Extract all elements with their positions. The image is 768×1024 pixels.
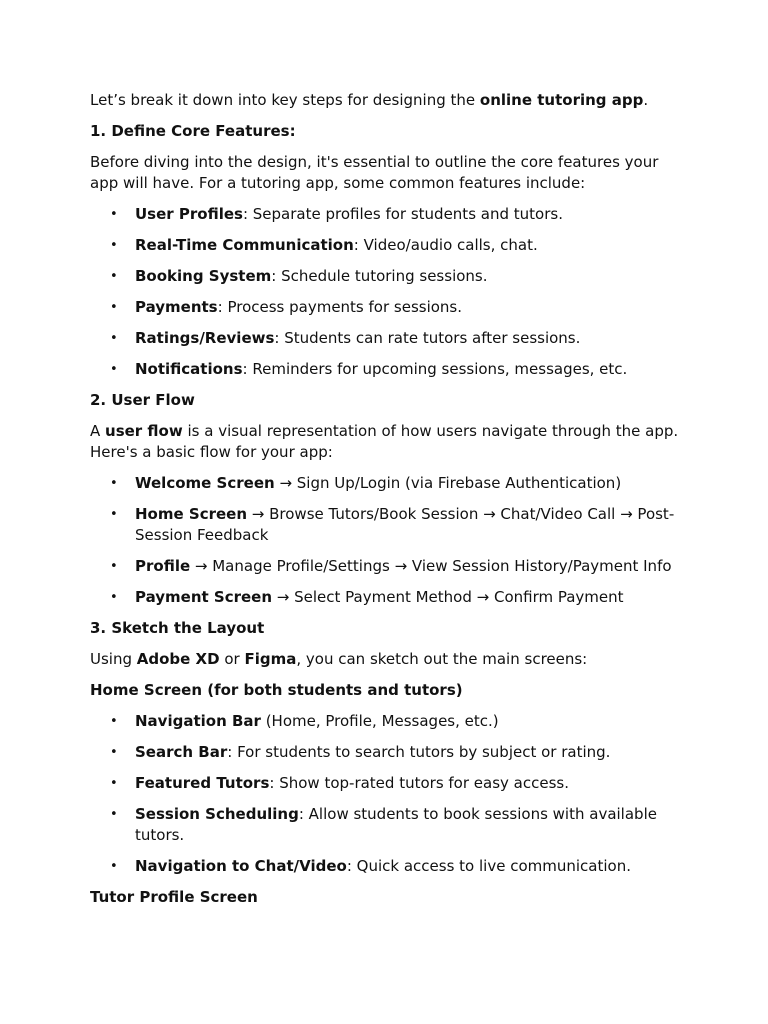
user-flow-list [90, 473, 690, 608]
bullet-icon: • [110, 300, 118, 315]
bullet-icon: • [110, 207, 118, 222]
document-page [90, 90, 690, 918]
section-heading-core-features: 1. Define Core Features: [90, 122, 296, 140]
section-heading-sketch-layout: 3. Sketch the Layout [90, 619, 265, 637]
bullet-icon: • [110, 776, 118, 791]
list-item: • Real-Time Communication: Video/audio calls, chat. [110, 236, 538, 254]
bullet-icon: • [110, 590, 118, 605]
list-item: • Search Bar: For students to search tutors by subject or rating. [110, 743, 611, 761]
home-screen-list [90, 711, 690, 877]
list-item: • Home Screen → Browse Tutors/Book Session → Chat/Video Call → Post-Session Feedback [110, 505, 675, 544]
bullet-icon: • [110, 476, 118, 491]
list-item: • Profile → Manage Profile/Settings → View Session History/Payment Info [110, 557, 672, 575]
sketch-layout-paragraph: Using Adobe XD or Figma, you can sketch out the main screens: [90, 650, 588, 668]
list-item: • Session Scheduling: Allow students to book sessions with available tutors. [110, 805, 657, 844]
bullet-icon: • [110, 331, 118, 346]
list-item: • Navigation Bar (Home, Profile, Messages, etc.) [110, 712, 499, 730]
intro-paragraph: Let’s break it down into key steps for designing the online tutoring app. [90, 91, 649, 109]
bullet-icon: • [110, 507, 118, 522]
list-item: • Featured Tutors: Show top-rated tutors for easy access. [110, 774, 569, 792]
list-item: • Navigation to Chat/Video: Quick access to live communication. [110, 857, 631, 875]
bullet-icon: • [110, 807, 118, 822]
subheading-home-screen: Home Screen (for both students and tutors) [90, 681, 463, 699]
core-features-list [90, 204, 690, 380]
bullet-icon: • [110, 714, 118, 729]
bullet-icon: • [110, 238, 118, 253]
list-item: • Welcome Screen → Sign Up/Login (via Firebase Authentication) [110, 474, 622, 492]
user-flow-paragraph: A user flow is a visual representation of how users navigate through the app. Here's a basic flow for your app: [90, 422, 679, 461]
list-item: • Booking System: Schedule tutoring sessions. [110, 267, 488, 285]
subheading-tutor-profile: Tutor Profile Screen [90, 888, 258, 906]
bullet-icon: • [110, 559, 118, 574]
bullet-icon: • [110, 362, 118, 377]
list-item: • Payment Screen → Select Payment Method → Confirm Payment [110, 588, 624, 606]
bullet-icon: • [110, 269, 118, 284]
section-heading-user-flow: 2. User Flow [90, 391, 195, 409]
list-item: • Ratings/Reviews: Students can rate tutors after sessions. [110, 329, 581, 347]
list-item: • Notifications: Reminders for upcoming sessions, messages, etc. [110, 360, 628, 378]
list-item: • Payments: Process payments for sessions. [110, 298, 463, 316]
bullet-icon: • [110, 859, 118, 874]
list-item: • User Profiles: Separate profiles for students and tutors. [110, 205, 563, 223]
bullet-icon: • [110, 745, 118, 760]
core-features-paragraph: Before diving into the design, it's essential to outline the core features your app will have. For a tutoring app, some common features include: [90, 153, 659, 192]
